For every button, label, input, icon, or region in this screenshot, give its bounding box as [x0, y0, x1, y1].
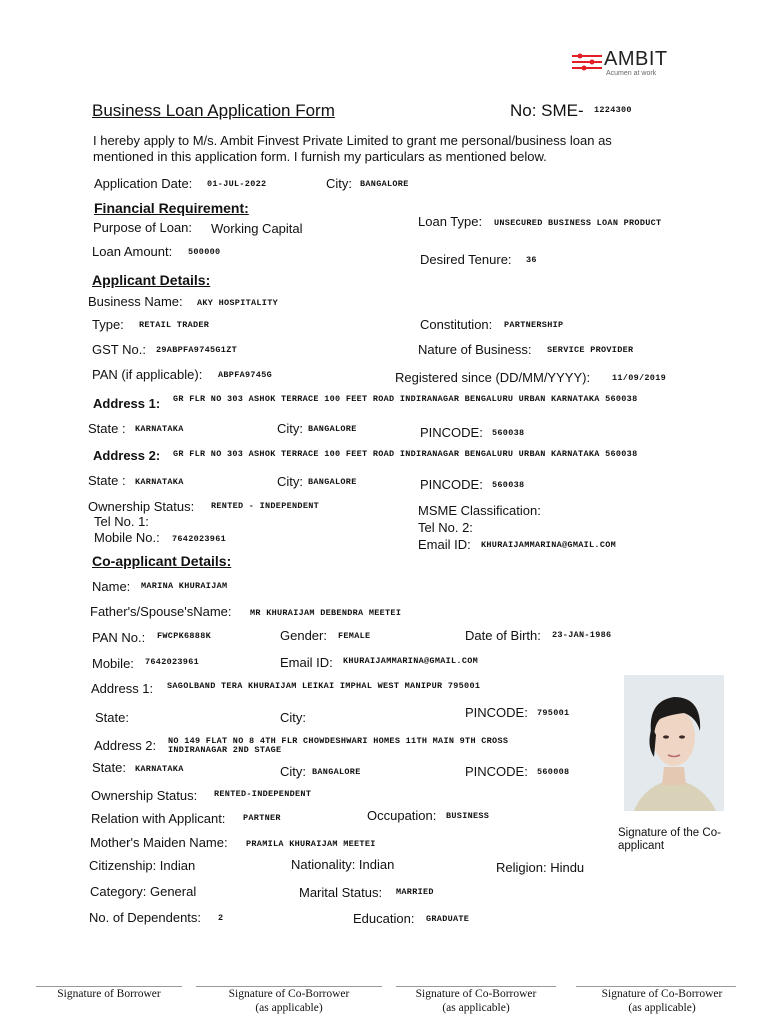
msme-classification-label: MSME Classification:: [418, 503, 541, 518]
ambit-logo: [570, 48, 680, 84]
co-citizenship: Citizenship: Indian: [89, 858, 196, 873]
co-email-label: Email ID:: [280, 655, 333, 670]
city-1-value: BANGALORE: [308, 424, 357, 434]
co-mother-label: Mother's Maiden Name:: [90, 835, 228, 850]
registered-since-label: Registered since (DD/MM/YYYY):: [395, 370, 591, 385]
tenure-value: 36: [526, 255, 537, 265]
co-pincode-2-value: 560008: [537, 767, 570, 777]
coapplicant-photo-image: [624, 675, 724, 811]
photo-caption-line-1: Signature of the Co-: [618, 827, 721, 839]
co-email-value: KHURAIJAMMARINA@GMAIL.COM: [343, 656, 479, 666]
borrower-signature-label: Signature of Borrower: [57, 988, 161, 1000]
co-pincode-2-label: PINCODE:: [465, 764, 528, 779]
purpose-label: Purpose of Loan:: [93, 220, 193, 235]
business-name-label: Business Name:: [88, 294, 183, 309]
gst-value: 29ABPFA9745G1ZT: [156, 345, 238, 355]
co-father-label: Father's/Spouse'sName:: [90, 604, 232, 619]
co-relation-value: PARTNER: [243, 813, 281, 823]
ownership-status-value: RENTED - INDEPENDENT: [211, 501, 320, 511]
co-address-1-label: Address 1:: [91, 681, 154, 696]
email-value: KHURAIJAMMARINA@GMAIL.COM: [481, 540, 617, 550]
co-dob-label: Date of Birth:: [465, 628, 541, 643]
tel-2-label: Tel No. 2:: [418, 520, 473, 535]
coapplicant-photo: [624, 675, 724, 811]
pincode-1-value: 560038: [492, 428, 525, 438]
address-2-label: Address 2:: [93, 448, 161, 463]
logo-name: AMBIT: [604, 48, 668, 70]
co-education-value: GRADUATE: [426, 914, 470, 924]
co-occupation-label: Occupation:: [367, 808, 437, 823]
coborrower-2-as-applicable: (as applicable): [442, 1002, 510, 1014]
constitution-label: Constitution:: [420, 317, 493, 332]
co-pan-label: PAN No.:: [92, 630, 146, 645]
co-mother-value: PRAMILA KHURAIJAM MEETEI: [246, 839, 376, 849]
intro-line-1: I hereby apply to M/s. Ambit Finvest Private Limited to grant me personal/business loan as: [93, 133, 612, 148]
co-father-value: MR KHURAIJAM DEBENDRA MEETEI: [250, 608, 402, 618]
coborrower-1-signature-label: Signature of Co-Borrower: [228, 988, 350, 1000]
coborrower-2-signature-label: Signature of Co-Borrower: [415, 988, 537, 1000]
application-date-value: 01-JUL-2022: [207, 179, 267, 189]
co-occupation-value: BUSINESS: [446, 811, 490, 821]
mobile-label: Mobile No.:: [94, 530, 160, 545]
pincode-2-value: 560038: [492, 480, 525, 490]
email-label: Email ID:: [418, 537, 471, 552]
co-state-2-label: State:: [92, 760, 126, 775]
co-address-2-line-1: NO 149 FLAT NO 8 4TH FLR CHOWDESHWARI HOMES 11TH MAIN 9TH CROSS: [168, 736, 509, 746]
form-no-label: No: SME-: [510, 101, 584, 120]
co-relation-label: Relation with Applicant:: [91, 811, 226, 826]
pan-label: PAN (if applicable):: [92, 367, 203, 382]
tel-1-label: Tel No. 1:: [94, 514, 149, 529]
pincode-2-label: PINCODE:: [420, 477, 483, 492]
gst-label: GST No.:: [92, 342, 146, 357]
city-2-value: BANGALORE: [308, 477, 357, 487]
coborrower-1-as-applicable: (as applicable): [255, 1002, 323, 1014]
co-city-2-label: City:: [280, 764, 306, 779]
co-address-2-line-2: INDIRANAGAR 2ND STAGE: [168, 745, 282, 755]
application-date-label: Application Date:: [94, 176, 193, 191]
co-religion: Religion: Hindu: [496, 860, 585, 875]
coborrower-3-signature-label: Signature of Co-Borrower: [601, 988, 723, 1000]
form-title: Business Loan Application Form: [92, 101, 335, 120]
state-2-label: State :: [88, 473, 126, 488]
coborrower-3-signature-line: [576, 986, 736, 987]
ownership-status-label: Ownership Status:: [88, 499, 195, 514]
mobile-value: 7642023961: [172, 534, 227, 544]
co-state-2-value: KARNATAKA: [135, 764, 184, 774]
financial-requirement-heading: Financial Requirement:: [94, 200, 249, 216]
co-address-2-label: Address 2:: [94, 738, 157, 753]
co-gender-label: Gender:: [280, 628, 327, 643]
city-2-label: City:: [277, 474, 303, 489]
applicant-details-heading: Applicant Details:: [92, 272, 211, 288]
co-education-label: Education:: [353, 911, 415, 926]
coborrower-1-signature-line: [196, 986, 382, 987]
state-2-value: KARNATAKA: [135, 477, 184, 487]
tenure-label: Desired Tenure:: [420, 252, 512, 267]
pan-value: ABPFA9745G: [218, 370, 273, 380]
nature-of-business-label: Nature of Business:: [418, 342, 532, 357]
business-name-value: AKY HOSPITALITY: [197, 298, 279, 308]
co-nationality: Nationality: Indian: [291, 857, 395, 872]
coborrower-3-as-applicable: (as applicable): [628, 1002, 696, 1014]
co-pan-value: FWCPK6888K: [157, 631, 212, 641]
co-state-1-label: State:: [95, 710, 129, 725]
loan-amount-label: Loan Amount:: [92, 244, 173, 259]
logo-tagline: Acumen at work: [606, 70, 657, 77]
co-marital-label: Marital Status:: [299, 885, 383, 900]
intro-line-2: mentioned in this application form. I furnish my particulars as mentioned below.: [93, 149, 547, 164]
co-address-1-value: SAGOLBAND TERA KHURAIJAM LEIKAI IMPHAL WEST MANIPUR 795001: [167, 681, 481, 691]
co-city-2-value: BANGALORE: [312, 767, 361, 777]
coapplicant-details-heading: Co-applicant Details:: [92, 553, 232, 569]
nature-of-business-value: SERVICE PROVIDER: [547, 345, 634, 355]
pincode-1-label: PINCODE:: [420, 425, 483, 440]
city-1-label: City:: [277, 421, 303, 436]
co-city-1-label: City:: [280, 710, 306, 725]
type-value: RETAIL TRADER: [139, 320, 210, 330]
borrower-signature-line: [36, 986, 182, 987]
purpose-value: Working Capital: [211, 221, 303, 236]
co-marital-value: MARRIED: [396, 887, 434, 897]
co-dob-value: 23-JAN-1986: [552, 630, 612, 640]
co-category: Category: General: [90, 884, 197, 899]
address-2-value: GR FLR NO 303 ASHOK TERRACE 100 FEET ROAD INDIRANAGAR BENGALURU URBAN KARNATAKA 560038: [173, 449, 638, 459]
state-1-value: KARNATAKA: [135, 424, 184, 434]
loan-type-label: Loan Type:: [418, 214, 483, 229]
co-ownership-label: Ownership Status:: [91, 788, 198, 803]
loan-type-value: UNSECURED BUSINESS LOAN PRODUCT: [494, 218, 662, 228]
co-name-value: MARINA KHURAIJAM: [141, 581, 228, 591]
registered-since-value: 11/09/2019: [612, 373, 667, 383]
city-value: BANGALORE: [360, 179, 409, 189]
form-no-value: 1224300: [594, 105, 632, 115]
co-mobile-label: Mobile:: [92, 656, 134, 671]
co-pincode-1-label: PINCODE:: [465, 705, 528, 720]
co-dependents-label: No. of Dependents:: [89, 910, 202, 925]
co-name-label: Name:: [92, 579, 131, 594]
photo-caption-line-2: applicant: [618, 840, 665, 852]
type-label: Type:: [92, 317, 124, 332]
coborrower-2-signature-line: [396, 986, 556, 987]
co-pincode-1-value: 795001: [537, 708, 570, 718]
ambit-logo-icon: [570, 50, 606, 80]
constitution-value: PARTNERSHIP: [504, 320, 564, 330]
co-gender-value: FEMALE: [338, 631, 371, 641]
state-1-label: State :: [88, 421, 126, 436]
co-mobile-value: 7642023961: [145, 657, 200, 667]
city-label: City:: [326, 176, 352, 191]
co-ownership-value: RENTED-INDEPENDENT: [214, 789, 312, 799]
co-dependents-value: 2: [218, 913, 224, 923]
address-1-value: GR FLR NO 303 ASHOK TERRACE 100 FEET ROAD INDIRANAGAR BENGALURU URBAN KARNATAKA 560038: [173, 394, 638, 404]
address-1-label: Address 1:: [93, 396, 161, 411]
loan-amount-value: 500000: [188, 247, 221, 257]
